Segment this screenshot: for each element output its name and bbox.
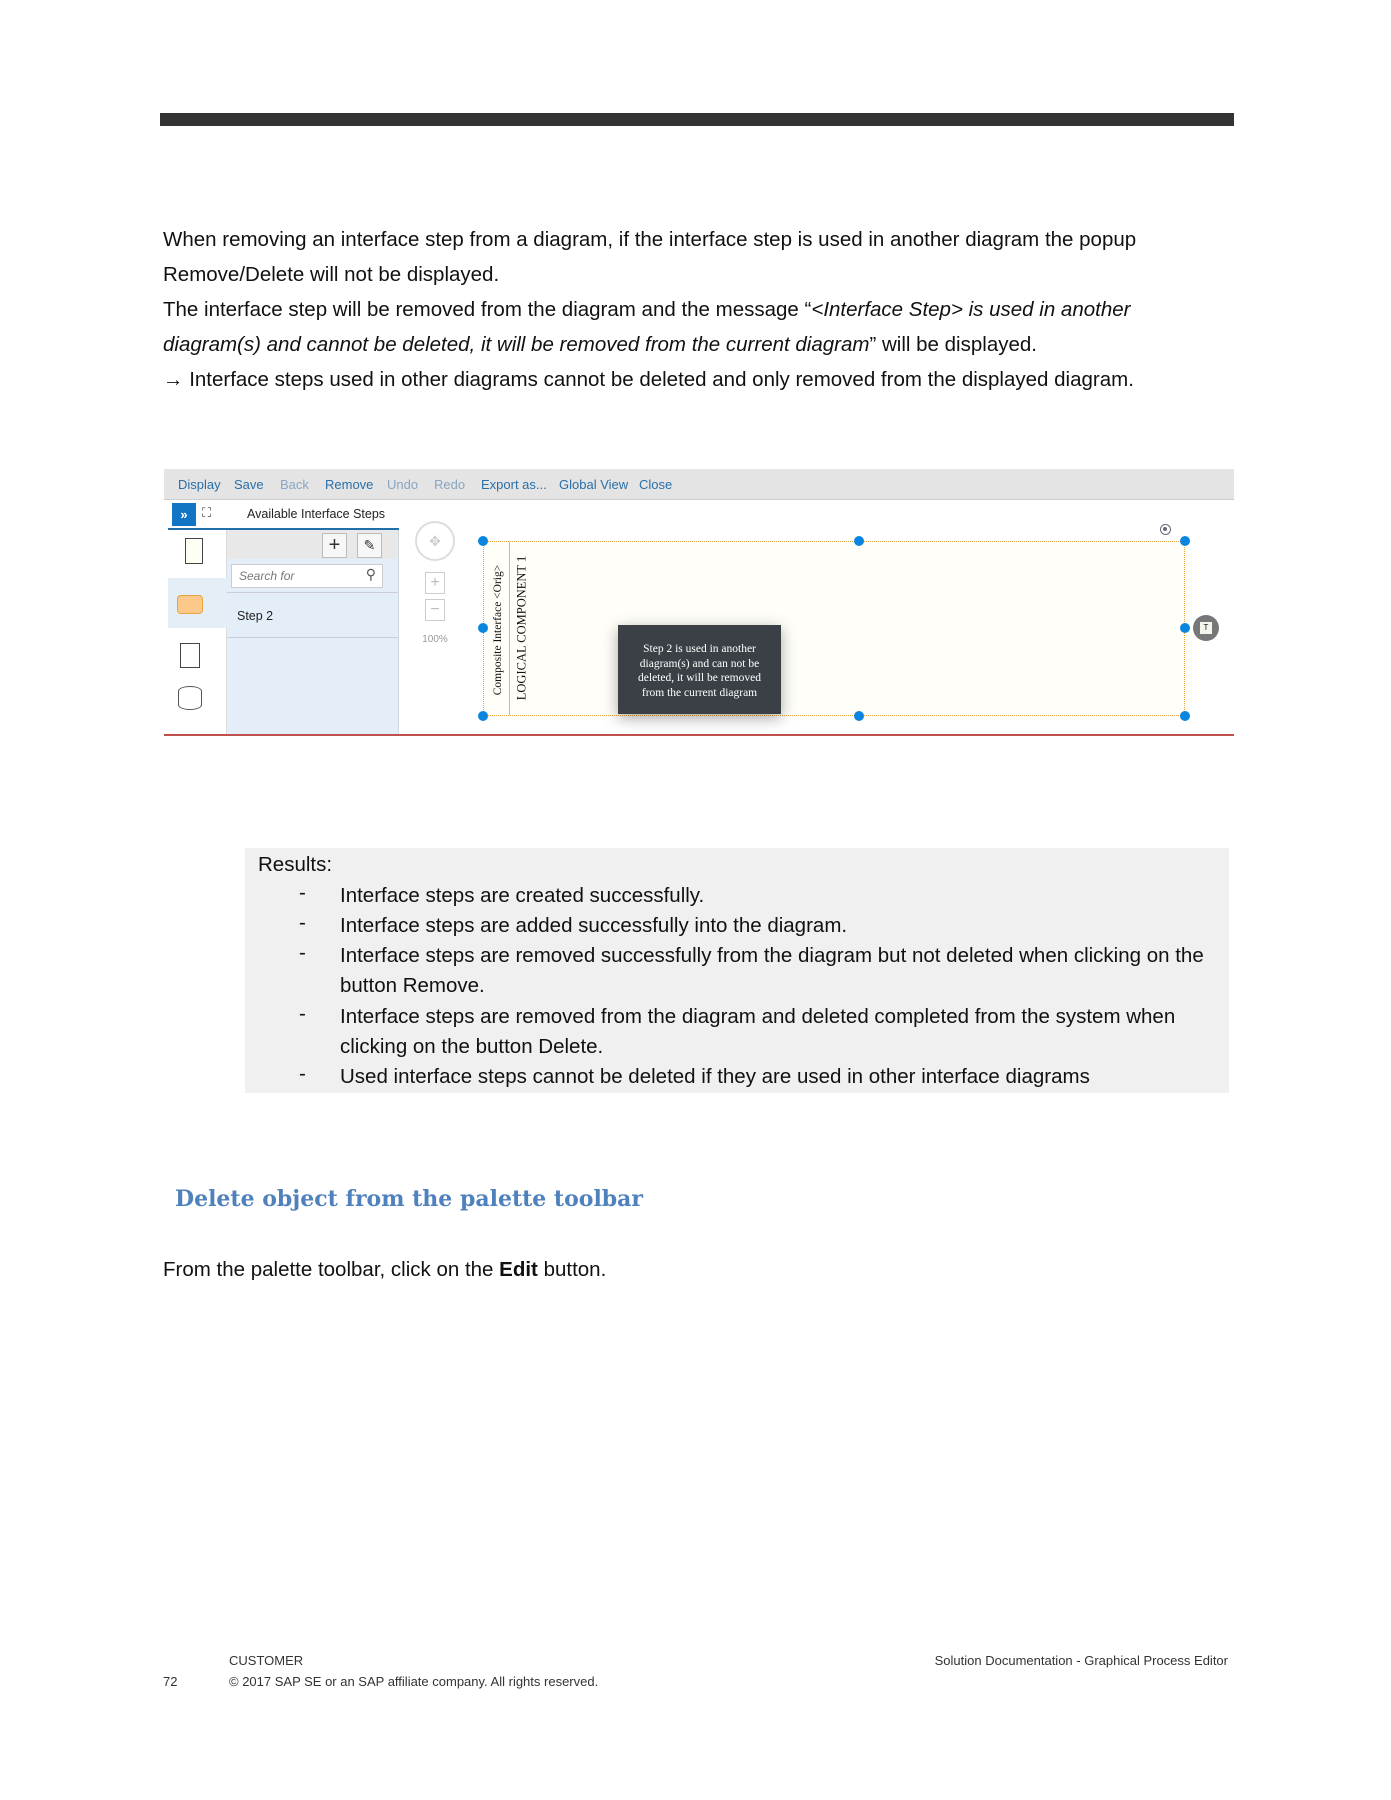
bullet: - bbox=[299, 911, 306, 934]
bullet: - bbox=[299, 1062, 306, 1085]
editor-toolbar bbox=[164, 469, 1234, 500]
bullet: - bbox=[299, 1002, 306, 1025]
results-item: Interface steps are created successfully. bbox=[340, 884, 705, 907]
panel-title: Available Interface Steps bbox=[247, 507, 386, 521]
target-icon[interactable] bbox=[1160, 524, 1171, 535]
toolbar-back[interactable]: Back bbox=[280, 477, 309, 492]
resize-handle[interactable] bbox=[1180, 623, 1190, 633]
search-input[interactable] bbox=[231, 564, 383, 588]
step-shape-icon[interactable] bbox=[177, 595, 203, 614]
footer-copyright: © 2017 SAP SE or an SAP affiliate company. All rights reserved. bbox=[229, 1674, 599, 1689]
toolbar-display[interactable]: Display bbox=[178, 477, 221, 492]
edit-button-reference: Edit bbox=[499, 1258, 538, 1281]
results-item: Interface steps are removed successfully from the diagram but not deleted when clicking on the button Remove. bbox=[340, 944, 1204, 997]
text: The interface step will be removed from the diagram and the message “ bbox=[163, 298, 812, 321]
toolbar-remove[interactable]: Remove bbox=[325, 477, 374, 492]
intro-paragraph-3: → Interface steps used in other diagrams cannot be deleted and only removed from the displayed diagram. bbox=[163, 368, 1134, 391]
bullet: - bbox=[299, 881, 306, 904]
edit-pencil-icon[interactable]: ✎ bbox=[357, 533, 382, 558]
document-shape-icon[interactable] bbox=[180, 643, 200, 668]
page-number: 72 bbox=[163, 1674, 178, 1689]
search-icon[interactable]: ⚲ bbox=[365, 566, 376, 582]
toolbar-undo[interactable]: Undo bbox=[387, 477, 419, 492]
add-icon[interactable]: + bbox=[322, 533, 347, 558]
text-icon: T bbox=[1200, 622, 1212, 634]
toolbar-export[interactable]: Export as... bbox=[481, 477, 547, 492]
zoom-out-icon[interactable]: − bbox=[425, 599, 445, 621]
steps-panel bbox=[227, 530, 399, 735]
zoom-level: 100% bbox=[422, 634, 448, 645]
tooltip-message: Step 2 is used in another diagram(s) and can not be deleted, it will be removed from the current diagram bbox=[618, 625, 781, 714]
intro-paragraph-2 bbox=[163, 292, 1213, 362]
hierarchy-tab-icon[interactable]: ⛶ bbox=[202, 505, 212, 520]
resize-handle[interactable] bbox=[854, 711, 864, 721]
text: From the palette toolbar, click on the bbox=[163, 1258, 500, 1281]
resize-handle[interactable] bbox=[478, 711, 488, 721]
message-text: <Interface Step> is used in another diagram(s) and cannot be deleted, it will be removed from the current diagram bbox=[163, 298, 1131, 356]
toolbar-close[interactable]: Close bbox=[639, 477, 673, 492]
intro-text bbox=[163, 222, 1213, 397]
results-item: Interface steps are added successfully into the diagram. bbox=[340, 914, 848, 937]
search-placeholder: Search for bbox=[239, 569, 295, 583]
text: ” will be displayed. bbox=[869, 333, 1037, 356]
footer-classification: CUSTOMER bbox=[229, 1653, 304, 1668]
toolbar-global-view[interactable]: Global View bbox=[559, 477, 629, 492]
resize-handle[interactable] bbox=[1180, 536, 1190, 546]
footer-doc-title: Solution Documentation - Graphical Process Editor bbox=[934, 1653, 1228, 1668]
component-label: LOGICAL COMPONENT 1 bbox=[514, 555, 529, 701]
divider-line bbox=[164, 734, 1234, 736]
resize-handle[interactable] bbox=[478, 623, 488, 633]
results-item: Used interface steps cannot be deleted if they are used in other interface diagrams bbox=[340, 1065, 1090, 1088]
resize-handle[interactable] bbox=[1180, 711, 1190, 721]
section-heading: Delete object from the palette toolbar bbox=[175, 1186, 644, 1212]
lane-label: Composite Interface <Orig> bbox=[492, 564, 504, 696]
text: button. bbox=[537, 1258, 607, 1281]
section-text bbox=[163, 1252, 1213, 1287]
editor-screenshot bbox=[164, 469, 1234, 737]
intro-paragraph-1: When removing an interface step from a diagram, if the interface step is used in another diagram the popup Remove/Delete will not be displayed. bbox=[163, 228, 1137, 286]
palette-tab-icon[interactable]: » bbox=[172, 503, 196, 526]
database-shape-icon[interactable] bbox=[178, 686, 202, 710]
toolbar-save[interactable]: Save bbox=[234, 477, 264, 492]
step-label: Step 2 bbox=[237, 609, 274, 623]
results-label: Results: bbox=[258, 853, 333, 876]
text-tool-button[interactable] bbox=[1193, 615, 1219, 641]
palette-column bbox=[168, 530, 227, 735]
list-item[interactable] bbox=[227, 592, 398, 638]
resize-handle[interactable] bbox=[478, 536, 488, 546]
bullet: - bbox=[299, 941, 306, 964]
lane-divider bbox=[509, 542, 510, 715]
pan-control-icon[interactable]: ✥ bbox=[415, 521, 455, 561]
results-item: Interface steps are removed from the diagram and deleted completed from the system when clicking on the button Delete. bbox=[340, 1005, 1176, 1058]
resize-handle[interactable] bbox=[854, 536, 864, 546]
diagram-pool[interactable] bbox=[483, 541, 1185, 716]
header-bar bbox=[160, 113, 1234, 126]
pool-shape-icon[interactable] bbox=[185, 538, 203, 564]
results-box bbox=[245, 848, 1229, 1093]
zoom-in-icon[interactable]: + bbox=[425, 572, 445, 594]
toolbar-redo[interactable]: Redo bbox=[434, 477, 466, 492]
